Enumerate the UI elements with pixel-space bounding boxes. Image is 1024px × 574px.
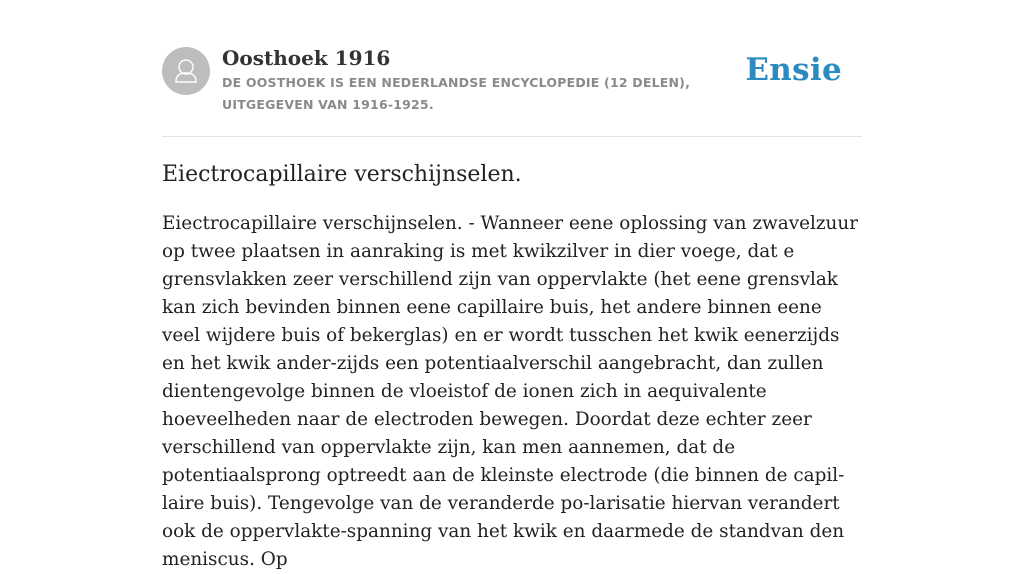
article-body: Eiectrocapillaire verschijnselen. - Wanneer eene oplossing van zwavelzuur op twee plaatsen in aanraking is met kwikzilver in dier voege, dat e grensvlakken zeer verschillend zijn van oppervlakte (het eene grensvlak kan zich bevinden binnen eene capillaire buis, het andere binnen eene veel wijdere buis of bekerglas) en er wordt tusschen het kwik eenerzijds en het kwik ander-zijds een potentiaalverschil aangebracht, dan zullen dientengevolge binnen de vloeistof de ionen zich in aequivalente hoeveelheden naar de electroden bewegen. Doordat deze echter zeer verschillend van oppervlakte zijn, kan men aannemen, dat de potentiaalsprong optreedt aan de kleinste electrode (die binnen de capil-laire buis). Tengevolge van de veranderde po-larisatie hiervan verandert ook de oppervlakte-spanning van het kwik en daarmede de standvan den meniscus. Op: [162, 213, 859, 570]
source-title[interactable]: Oosthoek 1916: [222, 46, 391, 70]
source-header: [162, 44, 862, 137]
user-icon: [162, 47, 210, 95]
article-title: Eiectrocapillaire verschijnselen.: [162, 162, 522, 187]
ensie-logo[interactable]: Ensie: [745, 52, 842, 88]
source-avatar[interactable]: [162, 47, 210, 95]
source-description: DE OOSTHOEK IS EEN NEDERLANDSE ENCYCLOPEDIE (12 DELEN), UITGEGEVEN VAN 1916-1925.: [222, 75, 691, 112]
article: [162, 158, 862, 574]
